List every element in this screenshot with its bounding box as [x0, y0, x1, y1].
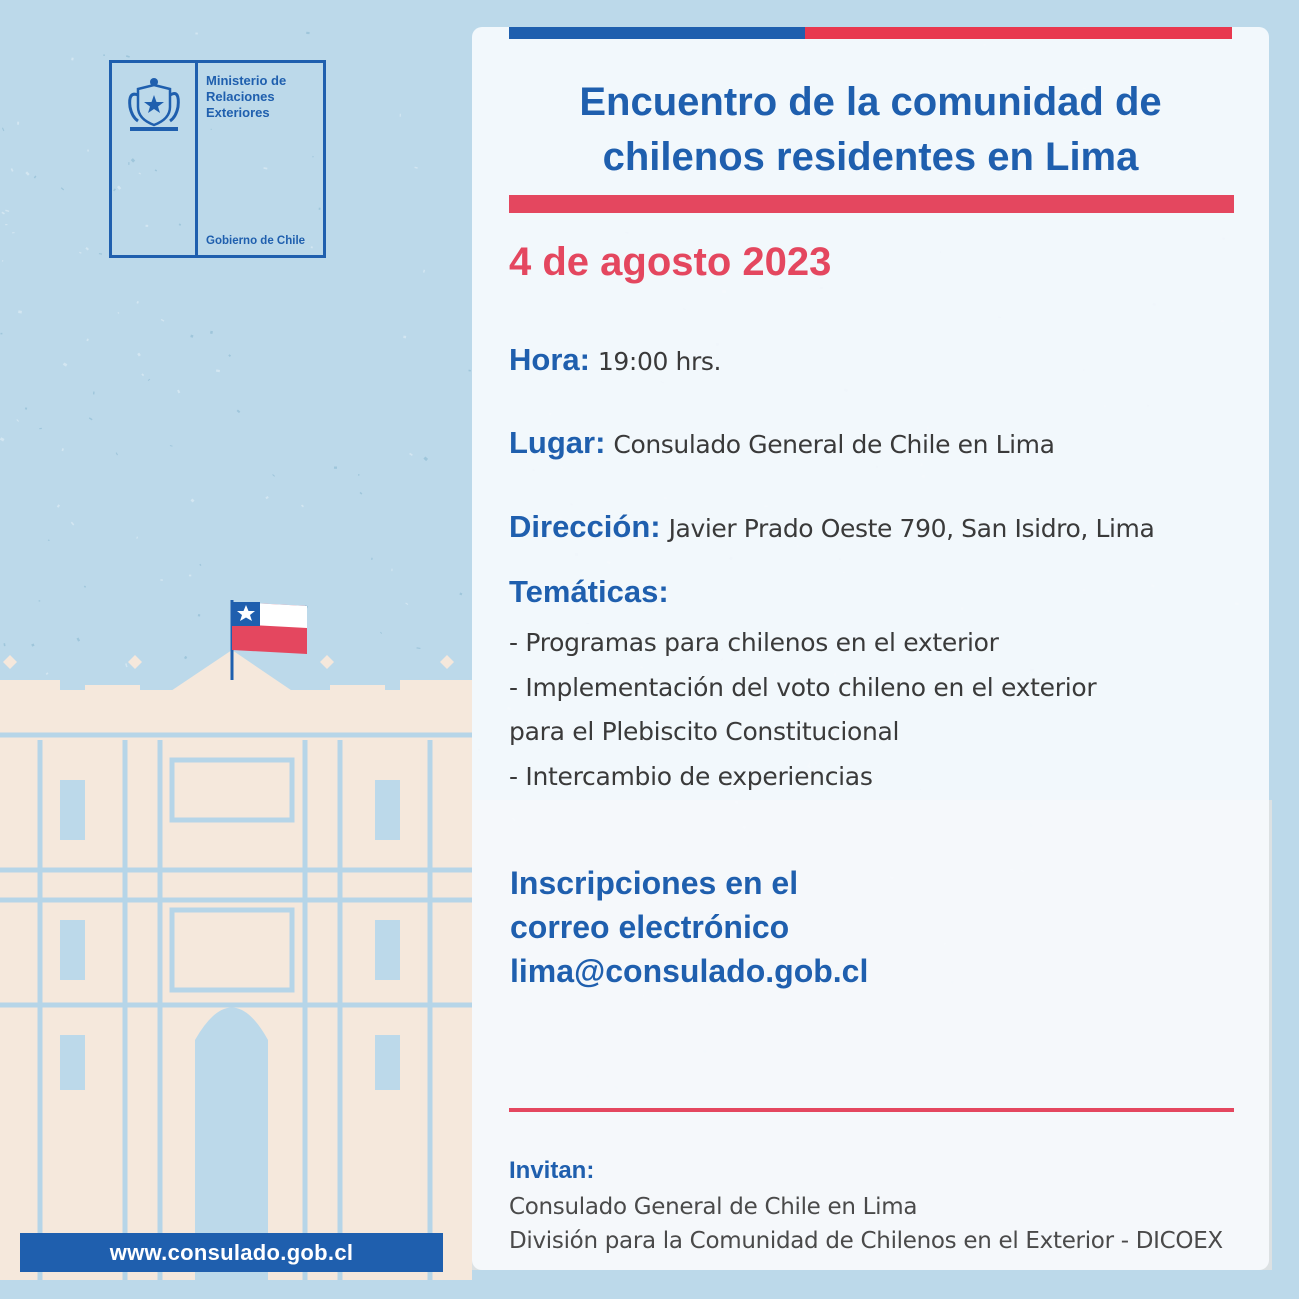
tematicas-label: Temáticas:	[509, 574, 669, 609]
list-item: - Intercambio de experiencias	[509, 761, 873, 791]
blue-bar	[509, 27, 805, 39]
event-title: Encuentro de la comunidad de chilenos residentes en Lima	[579, 80, 1162, 179]
lugar-value: Consulado General de Chile en Lima	[613, 430, 1055, 459]
registration-line: correo electrónico	[510, 909, 790, 945]
tematicas-list	[509, 621, 1096, 799]
event-card	[472, 27, 1269, 1270]
registration-email[interactable]: lima@consulado.gob.cl	[510, 953, 869, 989]
direccion-label: Dirección:	[509, 509, 661, 544]
website-banner[interactable]	[20, 1233, 443, 1272]
list-item: Consulado General de Chile en Lima	[509, 1194, 918, 1220]
ministry-logo	[109, 60, 326, 258]
registration-line: Inscripciones en el	[510, 865, 799, 901]
chile-coat-of-arms-icon	[122, 77, 186, 133]
list-item: División para la Comunidad de Chilenos en el Exterior - DICOEX	[509, 1228, 1223, 1254]
hora-label: Hora:	[509, 342, 590, 377]
invitan-label: Invitan:	[509, 1157, 595, 1184]
divider	[509, 1108, 1234, 1112]
website-link[interactable]: www.consulado.gob.cl	[109, 1239, 354, 1265]
event-date: 4 de agosto 2023	[509, 240, 832, 284]
list-item: para el Plebiscito Constitucional	[509, 717, 900, 746]
list-item: - Programas para chilenos en el exterior	[509, 628, 999, 657]
direccion-value: Javier Prado Oeste 790, San Isidro, Lima	[668, 514, 1155, 543]
lugar-label: Lugar:	[509, 425, 606, 460]
invitan-list	[509, 1190, 1223, 1258]
red-bar	[805, 27, 1232, 39]
title-underline	[509, 195, 1234, 213]
logo-emblem	[112, 63, 198, 255]
direccion-row	[509, 509, 1154, 545]
list-item: - Implementación del voto chileno en el exterior	[509, 672, 1097, 702]
government-label: Gobierno de Chile	[206, 235, 306, 247]
hora-value: 19:00 hrs.	[597, 347, 721, 376]
lugar-row	[509, 425, 1055, 461]
registration-info	[510, 861, 868, 993]
top-flag-bar	[509, 27, 1232, 39]
hora-row	[509, 342, 721, 378]
ministry-name: Ministerio de Relaciones Exteriores	[206, 73, 287, 120]
